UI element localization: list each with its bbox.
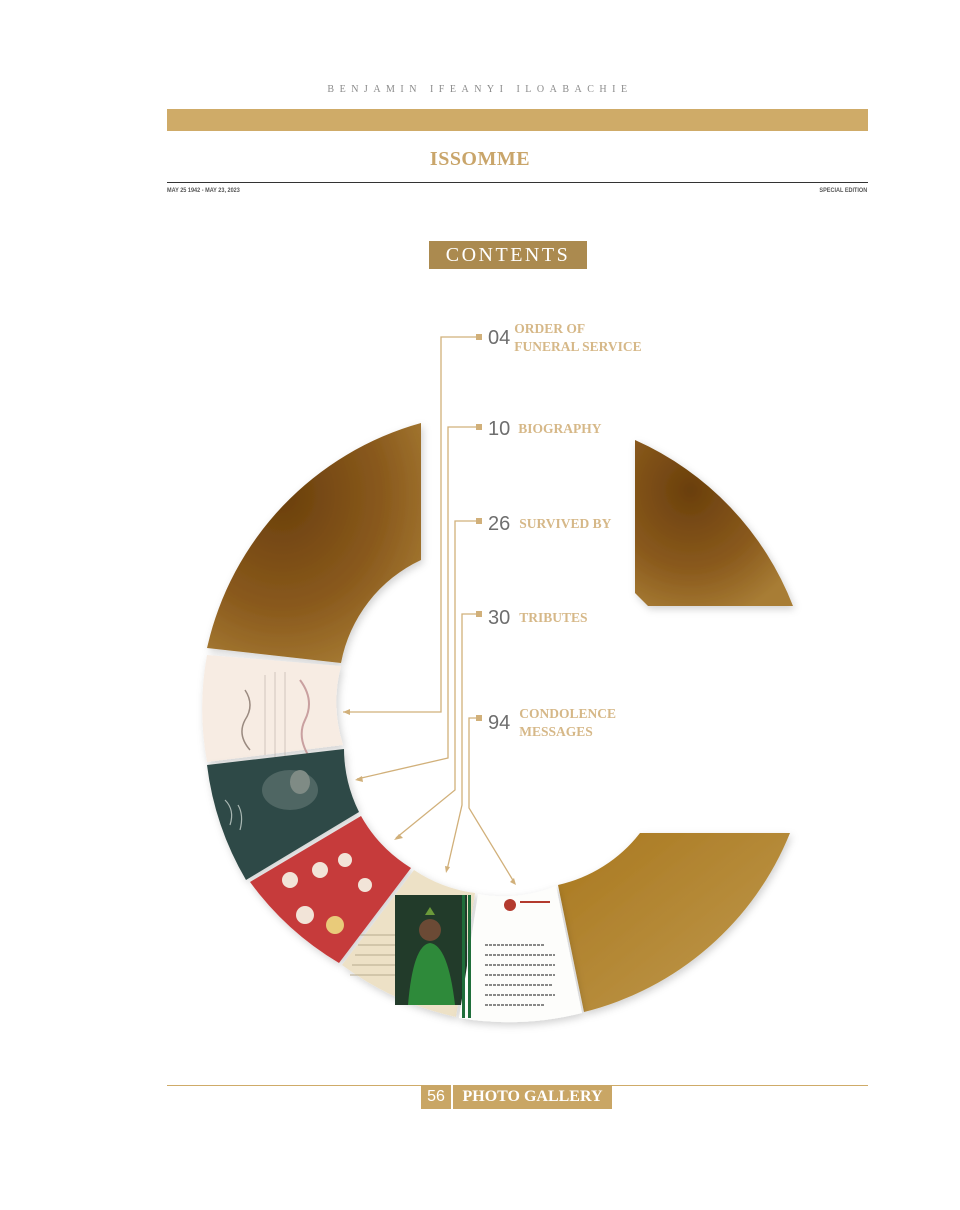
toc-item-order-of-funeral-service[interactable]: [488, 320, 642, 356]
toc-title-line1: SURVIVED BY: [519, 516, 612, 531]
edition-label: SPECIAL EDITION: [819, 187, 867, 194]
toc-page-number: 94: [488, 712, 511, 734]
masthead-title: ISSOMME: [429, 148, 531, 170]
ring-segment-bottom-right: [558, 833, 790, 1012]
toc-item-biography[interactable]: [488, 419, 602, 439]
footer-page-number: 56: [427, 1088, 445, 1105]
toc-title-line2: FUNERAL SERVICE: [514, 339, 642, 354]
contents-title-text: CONTENTS: [445, 243, 571, 266]
toc-page-number: 04: [488, 327, 511, 349]
toc-title-line1: CONDOLENCE: [519, 706, 617, 721]
toc-title-line2: MESSAGES: [519, 724, 593, 739]
toc-title-line1: BIOGRAPHY: [518, 421, 602, 436]
footer-photo-gallery-link[interactable]: [421, 1085, 612, 1109]
toc-title-line1: TRIBUTES: [519, 610, 588, 625]
photo-segment-order-of-service: [202, 655, 343, 762]
toc-page-number: 30: [488, 607, 511, 629]
toc-title-line1: ORDER OF: [514, 321, 586, 336]
toc-page-number: 26: [488, 513, 511, 535]
toc-item-survived-by[interactable]: [488, 514, 611, 534]
footer-label: PHOTO GALLERY: [462, 1088, 603, 1105]
life-dates: MAY 25 1942 - MAY 23, 2023: [167, 187, 240, 194]
toc-page-number: 10: [488, 418, 511, 440]
ring-segment-top-left: [207, 423, 421, 663]
toc-item-condolence-messages[interactable]: [488, 705, 616, 741]
header-name: BENJAMIN IFEANYI ILOABACHIE: [327, 84, 633, 95]
toc-item-tributes[interactable]: [488, 608, 588, 628]
ring-segment-top-right: [635, 440, 793, 606]
